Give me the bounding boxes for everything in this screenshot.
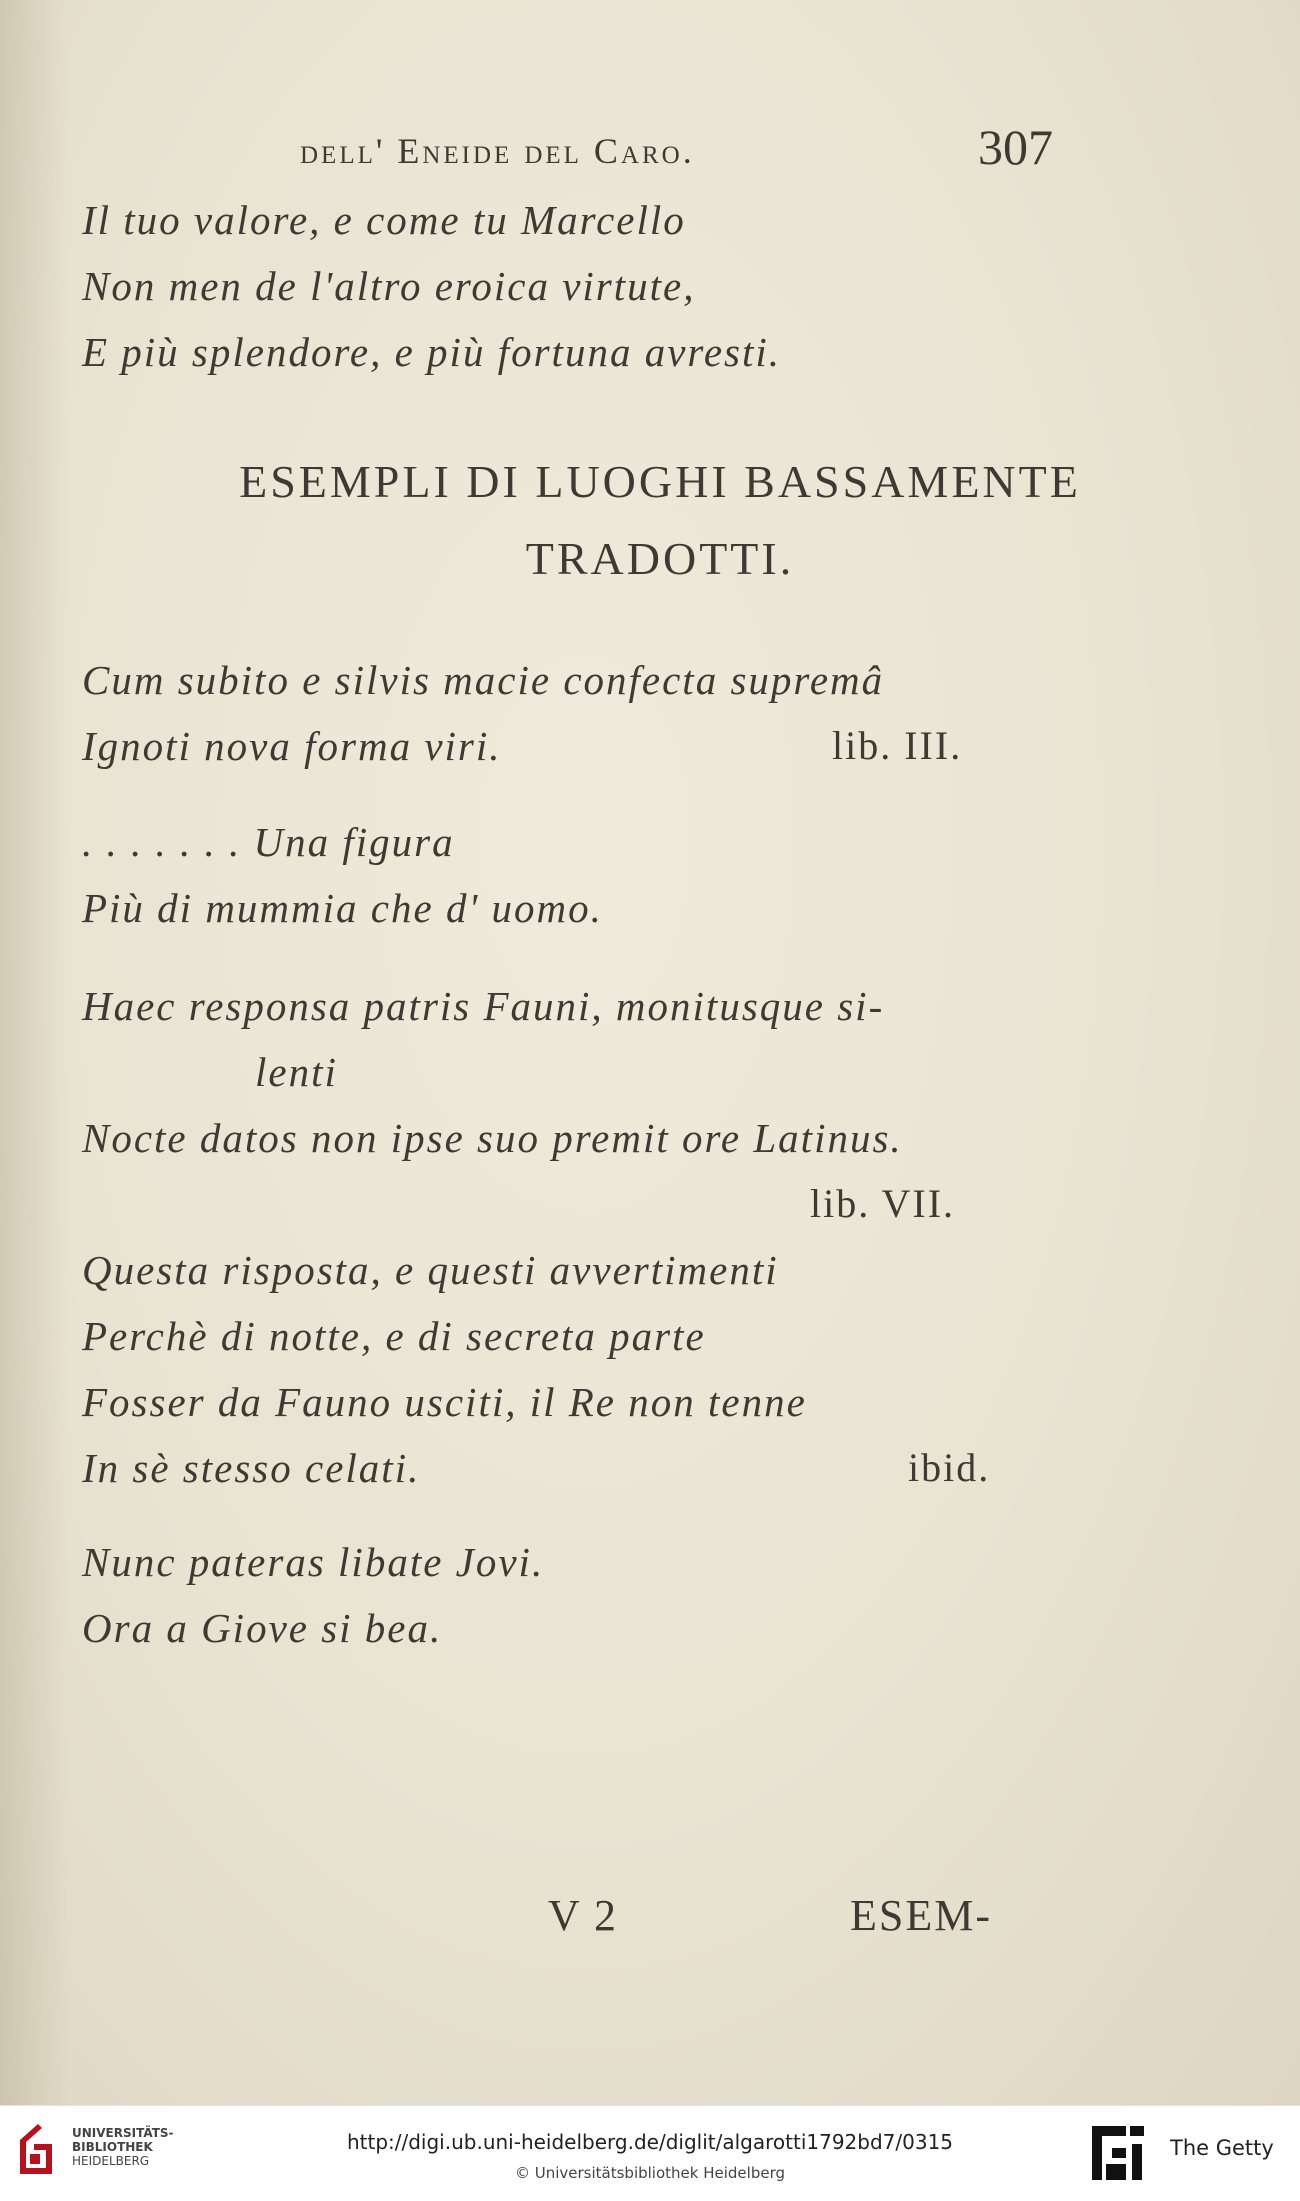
italian-line: Questa risposta, e questi avvertimenti — [82, 1247, 779, 1293]
library-line: BIBLIOTHEK — [72, 2140, 153, 2154]
catchword: ESEM- — [850, 1891, 992, 1940]
verse-line: Non men de l'altro eroica virtute, — [82, 263, 696, 309]
latin-line: Ignoti nova forma viri. — [82, 723, 502, 769]
section-heading-cont: TRADOTTI. — [525, 533, 795, 584]
permalink[interactable]: http://digi.ub.uni-heidelberg.de/diglit/algarotti1792bd7/0315 — [346, 2130, 954, 2154]
italian-line: In sè stesso celati. — [82, 1445, 421, 1491]
verse-line: Il tuo valore, e come tu Marcello — [82, 197, 686, 243]
italian-line: Perchè di notte, e di secreta parte — [82, 1313, 706, 1359]
italian-line: Ora a Giove si bea. — [82, 1605, 443, 1651]
partner-name: The Getty — [1170, 2136, 1274, 2160]
verse-line: E più splendore, e più fortuna avresti. — [82, 329, 782, 375]
running-head: dell' Eneide del Caro. — [300, 131, 695, 171]
italian-line: Fosser da Fauno usciti, il Re non tenne — [82, 1379, 807, 1425]
getty-logo-icon[interactable] — [1090, 2124, 1146, 2186]
book-reference: lib. VII. — [810, 1181, 956, 1226]
latin-line: Haec responsa patris Fauni, monitusque si- — [82, 983, 885, 1029]
library-line: UNIVERSITÄTS- — [72, 2126, 174, 2140]
book-reference: lib. III. — [832, 723, 963, 768]
library-line: HEIDELBERG — [72, 2154, 150, 2168]
italian-line: . . . . . . . Una figura — [82, 819, 455, 865]
signature-mark: V 2 — [548, 1891, 618, 1940]
latin-line: Cum subito e silvis macie confecta supremâ — [82, 657, 885, 703]
latin-line: lenti — [255, 1049, 338, 1095]
book-reference: ibid. — [908, 1445, 991, 1490]
latin-line: Nocte datos non ipse suo premit ore Latinus. — [82, 1115, 903, 1161]
copyright-notice: © Universitätsbibliothek Heidelberg — [514, 2164, 785, 2182]
latin-line: Nunc pateras libate Jovi. — [82, 1539, 545, 1585]
section-heading: ESEMPLI DI LUOGHI BASSAMENTE — [239, 456, 1081, 507]
viewer-footer — [0, 2105, 1300, 2201]
page-number: 307 — [978, 119, 1053, 175]
italian-line: Più di mummia che d' uomo. — [82, 885, 603, 931]
